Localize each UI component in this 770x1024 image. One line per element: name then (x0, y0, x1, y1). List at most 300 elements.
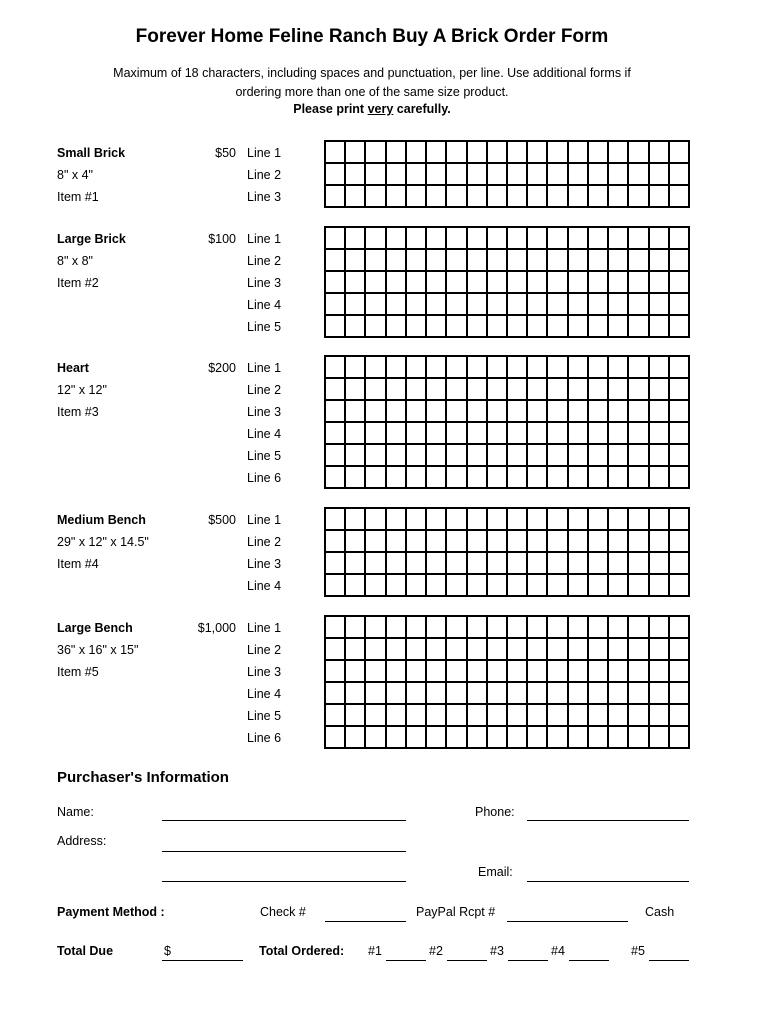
phone-field[interactable] (527, 820, 689, 821)
character-box[interactable] (508, 727, 528, 749)
character-box[interactable] (670, 575, 690, 597)
character-box[interactable] (427, 401, 447, 423)
character-box[interactable] (427, 727, 447, 749)
character-box[interactable] (468, 228, 488, 250)
character-box[interactable] (589, 228, 609, 250)
character-box[interactable] (488, 467, 508, 489)
character-box[interactable] (346, 423, 366, 445)
total-item-quantity-field[interactable] (386, 960, 426, 961)
character-box[interactable] (548, 186, 568, 208)
character-box[interactable] (366, 509, 386, 531)
character-box[interactable] (447, 272, 467, 294)
character-box[interactable] (468, 272, 488, 294)
character-box[interactable] (366, 186, 386, 208)
character-box[interactable] (468, 250, 488, 272)
character-box[interactable] (326, 401, 346, 423)
character-box[interactable] (589, 164, 609, 186)
character-box[interactable] (468, 164, 488, 186)
character-box[interactable] (528, 357, 548, 379)
character-box[interactable] (508, 294, 528, 316)
character-box[interactable] (346, 228, 366, 250)
character-box[interactable] (609, 272, 629, 294)
character-box[interactable] (508, 575, 528, 597)
character-box[interactable] (366, 250, 386, 272)
character-box[interactable] (508, 272, 528, 294)
character-box[interactable] (508, 467, 528, 489)
character-box[interactable] (346, 727, 366, 749)
character-box[interactable] (548, 357, 568, 379)
character-box[interactable] (589, 294, 609, 316)
character-box[interactable] (609, 639, 629, 661)
character-box[interactable] (468, 379, 488, 401)
character-box[interactable] (447, 705, 467, 727)
character-box[interactable] (548, 445, 568, 467)
character-box[interactable] (346, 379, 366, 401)
character-box[interactable] (488, 531, 508, 553)
character-box[interactable] (589, 639, 609, 661)
character-box[interactable] (366, 575, 386, 597)
character-box[interactable] (670, 467, 690, 489)
character-box[interactable] (366, 727, 386, 749)
character-box[interactable] (670, 401, 690, 423)
character-box[interactable] (650, 357, 670, 379)
character-box[interactable] (488, 683, 508, 705)
character-box[interactable] (488, 509, 508, 531)
character-box[interactable] (650, 294, 670, 316)
character-box[interactable] (447, 379, 467, 401)
character-box[interactable] (629, 509, 649, 531)
character-box[interactable] (366, 445, 386, 467)
character-box[interactable] (387, 445, 407, 467)
character-box[interactable] (670, 683, 690, 705)
character-box[interactable] (427, 423, 447, 445)
character-box[interactable] (346, 445, 366, 467)
character-box[interactable] (548, 294, 568, 316)
character-box[interactable] (548, 661, 568, 683)
character-box[interactable] (548, 575, 568, 597)
character-box[interactable] (407, 531, 427, 553)
character-box[interactable] (629, 705, 649, 727)
character-box[interactable] (629, 228, 649, 250)
character-box[interactable] (629, 186, 649, 208)
character-box[interactable] (447, 357, 467, 379)
character-box[interactable] (650, 445, 670, 467)
character-box[interactable] (589, 617, 609, 639)
character-box[interactable] (447, 639, 467, 661)
character-box[interactable] (528, 401, 548, 423)
character-box[interactable] (387, 639, 407, 661)
character-box[interactable] (670, 553, 690, 575)
character-box[interactable] (407, 272, 427, 294)
character-box[interactable] (670, 639, 690, 661)
character-box[interactable] (569, 531, 589, 553)
character-box[interactable] (366, 639, 386, 661)
character-box[interactable] (468, 727, 488, 749)
character-box[interactable] (589, 683, 609, 705)
character-box[interactable] (670, 272, 690, 294)
character-box[interactable] (609, 316, 629, 338)
character-box[interactable] (508, 357, 528, 379)
character-box[interactable] (366, 142, 386, 164)
character-box[interactable] (387, 357, 407, 379)
character-box[interactable] (629, 423, 649, 445)
character-box[interactable] (447, 294, 467, 316)
character-box[interactable] (589, 272, 609, 294)
total-item-quantity-field[interactable] (447, 960, 487, 961)
character-box[interactable] (488, 727, 508, 749)
character-box[interactable] (488, 639, 508, 661)
character-box[interactable] (548, 553, 568, 575)
character-box[interactable] (508, 553, 528, 575)
character-box[interactable] (629, 272, 649, 294)
character-box[interactable] (528, 683, 548, 705)
character-box[interactable] (387, 727, 407, 749)
character-box[interactable] (629, 357, 649, 379)
character-box[interactable] (468, 423, 488, 445)
character-box[interactable] (569, 467, 589, 489)
character-box[interactable] (650, 531, 670, 553)
character-box[interactable] (569, 164, 589, 186)
character-box[interactable] (387, 401, 407, 423)
character-box[interactable] (528, 509, 548, 531)
character-box[interactable] (508, 509, 528, 531)
character-box[interactable] (528, 467, 548, 489)
character-box[interactable] (589, 379, 609, 401)
character-box[interactable] (387, 250, 407, 272)
character-box[interactable] (650, 639, 670, 661)
character-box[interactable] (650, 509, 670, 531)
character-box[interactable] (650, 727, 670, 749)
character-box[interactable] (589, 357, 609, 379)
character-box[interactable] (650, 575, 670, 597)
character-box[interactable] (427, 228, 447, 250)
character-box[interactable] (609, 553, 629, 575)
character-box[interactable] (407, 401, 427, 423)
character-box[interactable] (548, 683, 568, 705)
character-box[interactable] (569, 250, 589, 272)
character-box[interactable] (589, 553, 609, 575)
character-box[interactable] (670, 357, 690, 379)
character-box[interactable] (629, 445, 649, 467)
character-box[interactable] (387, 142, 407, 164)
character-box[interactable] (468, 617, 488, 639)
character-box[interactable] (528, 228, 548, 250)
character-box[interactable] (508, 186, 528, 208)
character-box[interactable] (407, 379, 427, 401)
character-box[interactable] (346, 617, 366, 639)
character-box[interactable] (488, 575, 508, 597)
character-box[interactable] (468, 509, 488, 531)
character-box[interactable] (629, 639, 649, 661)
character-box[interactable] (548, 617, 568, 639)
character-box[interactable] (650, 250, 670, 272)
character-box[interactable] (609, 575, 629, 597)
character-box[interactable] (670, 228, 690, 250)
character-box[interactable] (468, 445, 488, 467)
character-box[interactable] (508, 445, 528, 467)
character-box[interactable] (569, 294, 589, 316)
character-box[interactable] (670, 186, 690, 208)
character-box[interactable] (650, 142, 670, 164)
character-box[interactable] (650, 705, 670, 727)
character-box[interactable] (488, 423, 508, 445)
character-box[interactable] (447, 683, 467, 705)
character-box[interactable] (548, 379, 568, 401)
character-box[interactable] (468, 467, 488, 489)
character-box[interactable] (366, 617, 386, 639)
character-box[interactable] (629, 553, 649, 575)
character-box[interactable] (589, 186, 609, 208)
character-box[interactable] (468, 316, 488, 338)
character-box[interactable] (326, 705, 346, 727)
character-box[interactable] (589, 316, 609, 338)
character-box[interactable] (407, 617, 427, 639)
character-box[interactable] (548, 316, 568, 338)
character-box[interactable] (629, 142, 649, 164)
character-box[interactable] (366, 531, 386, 553)
character-box[interactable] (407, 423, 427, 445)
character-box[interactable] (366, 316, 386, 338)
character-box[interactable] (407, 575, 427, 597)
name-field[interactable] (162, 820, 406, 821)
character-box[interactable] (346, 357, 366, 379)
character-box[interactable] (488, 316, 508, 338)
character-box[interactable] (609, 661, 629, 683)
character-box[interactable] (528, 617, 548, 639)
character-box[interactable] (407, 316, 427, 338)
character-box[interactable] (468, 531, 488, 553)
address-field-line-2[interactable] (162, 881, 406, 882)
character-box[interactable] (346, 639, 366, 661)
character-box[interactable] (609, 379, 629, 401)
character-box[interactable] (569, 272, 589, 294)
character-box[interactable] (366, 467, 386, 489)
character-box[interactable] (548, 142, 568, 164)
character-box[interactable] (346, 553, 366, 575)
character-box[interactable] (346, 683, 366, 705)
character-box[interactable] (670, 142, 690, 164)
character-box[interactable] (387, 531, 407, 553)
character-box[interactable] (589, 445, 609, 467)
character-box[interactable] (609, 142, 629, 164)
character-box[interactable] (569, 142, 589, 164)
character-box[interactable] (407, 164, 427, 186)
character-box[interactable] (407, 186, 427, 208)
character-box[interactable] (427, 250, 447, 272)
character-box[interactable] (650, 617, 670, 639)
character-box[interactable] (387, 228, 407, 250)
character-box[interactable] (650, 467, 670, 489)
character-box[interactable] (650, 423, 670, 445)
character-box[interactable] (387, 553, 407, 575)
character-box[interactable] (508, 401, 528, 423)
character-box[interactable] (548, 164, 568, 186)
character-box[interactable] (427, 705, 447, 727)
character-box[interactable] (670, 423, 690, 445)
character-box[interactable] (346, 467, 366, 489)
character-box[interactable] (609, 423, 629, 445)
character-box[interactable] (609, 294, 629, 316)
character-box[interactable] (548, 228, 568, 250)
character-box[interactable] (447, 186, 467, 208)
character-box[interactable] (366, 379, 386, 401)
character-box[interactable] (569, 228, 589, 250)
character-box[interactable] (366, 553, 386, 575)
character-box[interactable] (387, 186, 407, 208)
character-box[interactable] (650, 186, 670, 208)
character-box[interactable] (548, 250, 568, 272)
total-item-quantity-field[interactable] (508, 960, 548, 961)
character-box[interactable] (528, 164, 548, 186)
character-box[interactable] (488, 401, 508, 423)
character-box[interactable] (508, 617, 528, 639)
character-box[interactable] (326, 683, 346, 705)
character-box[interactable] (387, 509, 407, 531)
character-box[interactable] (427, 639, 447, 661)
character-box[interactable] (508, 705, 528, 727)
character-box[interactable] (650, 164, 670, 186)
character-box[interactable] (427, 553, 447, 575)
character-box[interactable] (326, 639, 346, 661)
character-box[interactable] (427, 509, 447, 531)
character-box[interactable] (569, 617, 589, 639)
character-box[interactable] (427, 575, 447, 597)
character-box[interactable] (609, 401, 629, 423)
character-box[interactable] (508, 164, 528, 186)
character-box[interactable] (629, 575, 649, 597)
character-box[interactable] (609, 164, 629, 186)
character-box[interactable] (326, 467, 346, 489)
character-box[interactable] (589, 705, 609, 727)
character-box[interactable] (346, 575, 366, 597)
character-box[interactable] (387, 683, 407, 705)
character-box[interactable] (629, 316, 649, 338)
character-box[interactable] (366, 164, 386, 186)
character-box[interactable] (427, 661, 447, 683)
character-box[interactable] (447, 531, 467, 553)
character-box[interactable] (670, 294, 690, 316)
character-box[interactable] (447, 142, 467, 164)
character-box[interactable] (427, 683, 447, 705)
character-box[interactable] (407, 661, 427, 683)
character-box[interactable] (468, 186, 488, 208)
character-box[interactable] (670, 445, 690, 467)
character-box[interactable] (366, 423, 386, 445)
character-box[interactable] (569, 357, 589, 379)
character-box[interactable] (387, 316, 407, 338)
character-box[interactable] (326, 228, 346, 250)
character-box[interactable] (528, 727, 548, 749)
character-box[interactable] (427, 379, 447, 401)
character-box[interactable] (609, 727, 629, 749)
character-box[interactable] (670, 316, 690, 338)
character-box[interactable] (447, 445, 467, 467)
character-box[interactable] (589, 575, 609, 597)
character-box[interactable] (548, 272, 568, 294)
character-box[interactable] (528, 575, 548, 597)
character-box[interactable] (569, 727, 589, 749)
character-box[interactable] (670, 705, 690, 727)
character-box[interactable] (387, 423, 407, 445)
character-box[interactable] (589, 727, 609, 749)
character-box[interactable] (407, 727, 427, 749)
character-box[interactable] (528, 531, 548, 553)
character-box[interactable] (548, 727, 568, 749)
character-box[interactable] (629, 250, 649, 272)
character-box[interactable] (407, 357, 427, 379)
character-box[interactable] (629, 379, 649, 401)
character-box[interactable] (528, 379, 548, 401)
character-box[interactable] (670, 250, 690, 272)
character-box[interactable] (346, 705, 366, 727)
character-box[interactable] (326, 575, 346, 597)
character-box[interactable] (548, 531, 568, 553)
character-box[interactable] (609, 250, 629, 272)
character-box[interactable] (427, 316, 447, 338)
character-box[interactable] (609, 357, 629, 379)
character-box[interactable] (366, 272, 386, 294)
character-box[interactable] (366, 705, 386, 727)
character-box[interactable] (609, 228, 629, 250)
character-box[interactable] (468, 294, 488, 316)
character-box[interactable] (346, 164, 366, 186)
character-box[interactable] (528, 250, 548, 272)
character-box[interactable] (650, 272, 670, 294)
character-box[interactable] (569, 575, 589, 597)
character-box[interactable] (528, 316, 548, 338)
character-box[interactable] (528, 661, 548, 683)
character-box[interactable] (629, 467, 649, 489)
character-box[interactable] (629, 294, 649, 316)
character-box[interactable] (468, 553, 488, 575)
character-box[interactable] (447, 401, 467, 423)
character-box[interactable] (326, 727, 346, 749)
character-box[interactable] (387, 164, 407, 186)
character-box[interactable] (569, 509, 589, 531)
character-box[interactable] (670, 164, 690, 186)
character-box[interactable] (326, 379, 346, 401)
character-box[interactable] (650, 553, 670, 575)
character-box[interactable] (387, 575, 407, 597)
character-box[interactable] (326, 316, 346, 338)
character-box[interactable] (629, 683, 649, 705)
character-box[interactable] (670, 617, 690, 639)
character-box[interactable] (569, 445, 589, 467)
character-box[interactable] (508, 228, 528, 250)
character-box[interactable] (650, 401, 670, 423)
character-box[interactable] (528, 553, 548, 575)
character-box[interactable] (427, 617, 447, 639)
character-box[interactable] (488, 617, 508, 639)
character-box[interactable] (548, 509, 568, 531)
character-box[interactable] (468, 661, 488, 683)
character-box[interactable] (447, 575, 467, 597)
character-box[interactable] (488, 445, 508, 467)
character-box[interactable] (407, 683, 427, 705)
character-box[interactable] (326, 294, 346, 316)
character-box[interactable] (326, 617, 346, 639)
character-box[interactable] (508, 661, 528, 683)
character-box[interactable] (670, 661, 690, 683)
character-box[interactable] (589, 661, 609, 683)
character-box[interactable] (609, 467, 629, 489)
character-box[interactable] (629, 661, 649, 683)
character-box[interactable] (650, 661, 670, 683)
paypal-receipt-field[interactable] (507, 921, 628, 922)
character-box[interactable] (468, 357, 488, 379)
character-box[interactable] (427, 294, 447, 316)
total-item-quantity-field[interactable] (569, 960, 609, 961)
